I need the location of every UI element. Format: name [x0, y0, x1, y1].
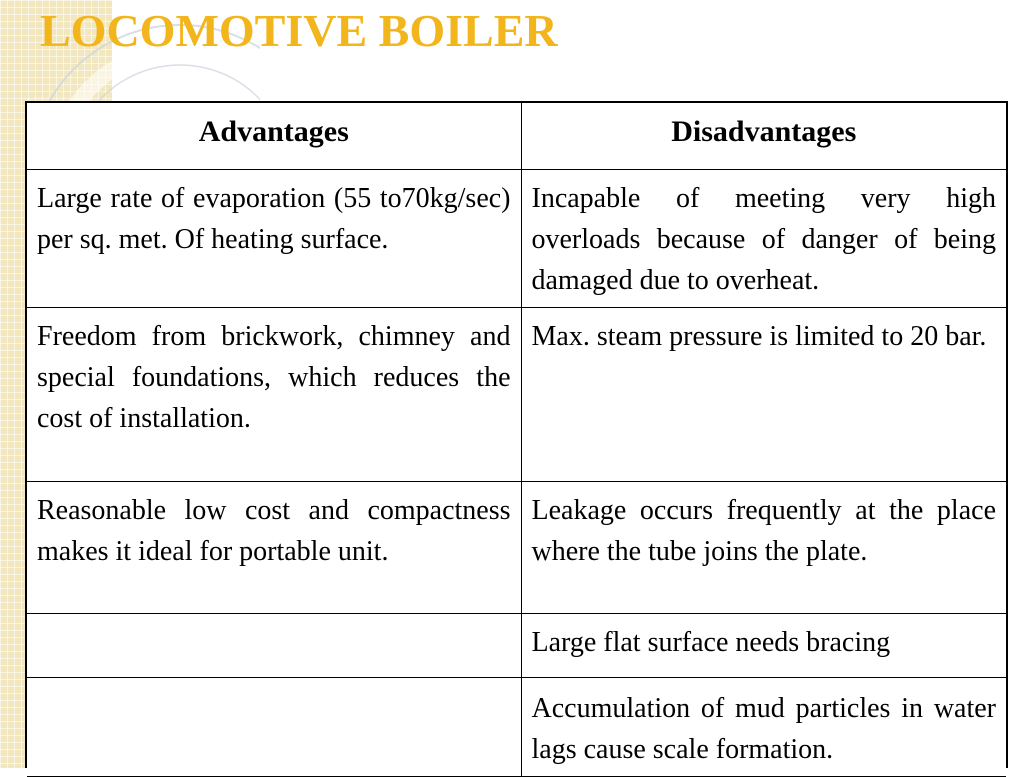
- disadvantage-cell: Incapable of meeting very high overloads because of danger of being damaged due to overheat.: [521, 170, 1006, 308]
- table-row: [27, 308, 1006, 482]
- table-row: [27, 678, 1006, 777]
- advantage-cell: [27, 614, 521, 678]
- disadvantage-cell: Leakage occurs frequently at the place where the tube joins the plate.: [521, 482, 1006, 614]
- page-title: LOCOMOTIVE BOILER: [40, 5, 558, 56]
- advantage-cell: Freedom from brickwork, chimney and special foundations, which reduces the cost of installation.: [27, 308, 521, 482]
- header-advantages: Advantages: [27, 103, 521, 170]
- advantage-cell: Reasonable low cost and compactness makes it ideal for portable unit.: [27, 482, 521, 614]
- table-row: [27, 170, 1006, 308]
- table-row: [27, 614, 1006, 678]
- disadvantage-cell: Large flat surface needs bracing: [521, 614, 1006, 678]
- disadvantage-cell: Max. steam pressure is limited to 20 bar.: [521, 308, 1006, 482]
- advantage-cell: Large rate of evaporation (55 to70kg/sec) per sq. met. Of heating surface.: [27, 170, 521, 308]
- comparison-table: [27, 103, 1006, 777]
- advantage-cell: [27, 678, 521, 777]
- comparison-table-container: [25, 101, 1008, 768]
- table-header-row: [27, 103, 1006, 170]
- table-row: [27, 482, 1006, 614]
- disadvantage-cell: Accumulation of mud particles in water lags cause scale formation.: [521, 678, 1006, 777]
- header-disadvantages: Disadvantages: [521, 103, 1006, 170]
